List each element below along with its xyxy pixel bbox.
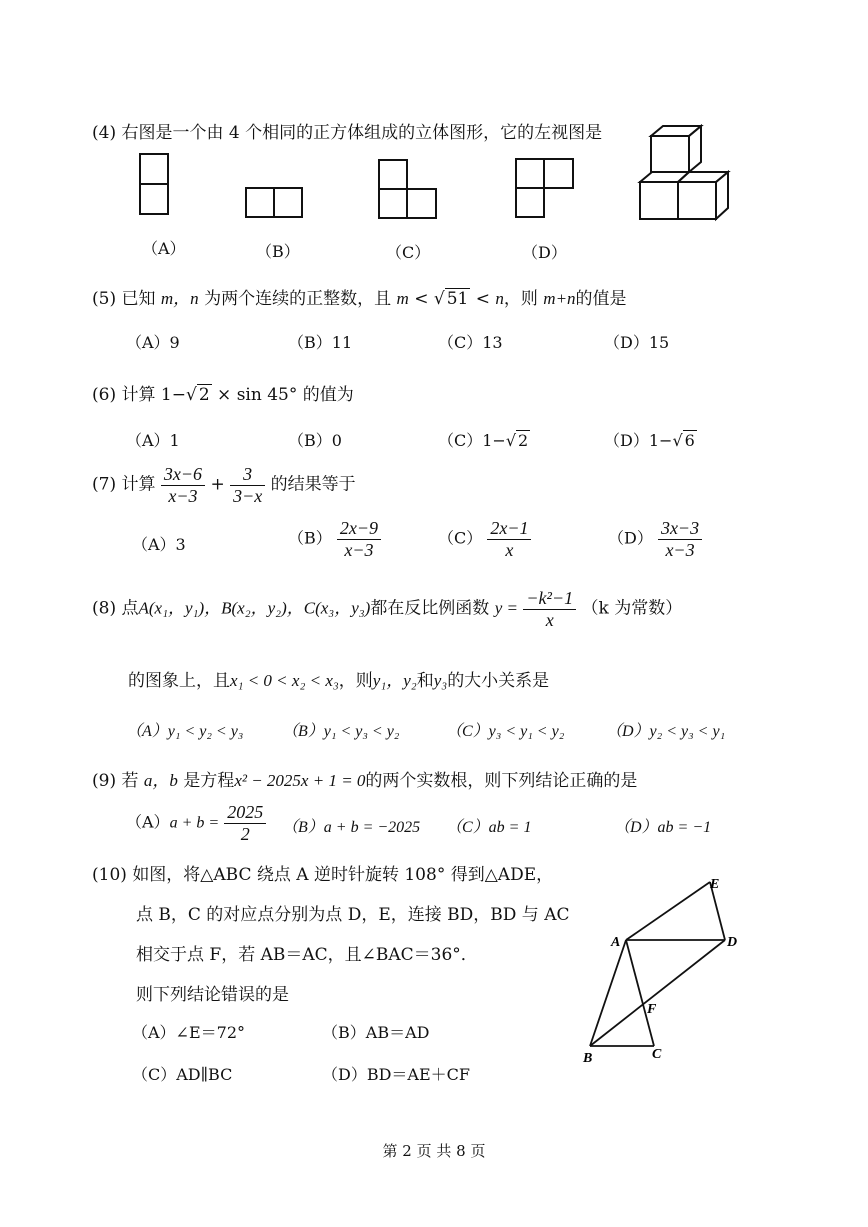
q6-option-c-sqrt: √ 2 (505, 431, 529, 450)
q9-text-b: 是方程 (183, 771, 235, 791)
q8-line2-a: 的图象上，且 (128, 671, 230, 691)
q8-option-a[interactable]: （A）y₁ < y₂ < y₃ (126, 723, 244, 740)
q10-segment-ab (590, 940, 626, 1046)
q10-line1-text: 如图，将△ABC 绕点 A 逆时针旋转 108° 得到△ADE， (132, 865, 554, 885)
q7-option-d-label: （D） (608, 528, 653, 548)
q10-label-a: A (611, 935, 621, 950)
q6-radicand: 2 (198, 385, 210, 405)
q6-option-d-label: （D） (604, 431, 649, 450)
q4-option-b[interactable]: （B） (256, 242, 300, 261)
q10-label-f: F (647, 1002, 657, 1017)
q7-fraction-2 (230, 464, 265, 506)
q8-y12: y₁，y₂ (372, 671, 417, 690)
q7-option-c-fraction (487, 518, 531, 560)
q10-label-e: E (710, 877, 720, 892)
q4-option-figures (120, 148, 600, 224)
q5-text-c: ，则 (503, 289, 538, 309)
page-footer: 第 2 页 共 8 页 (382, 1142, 486, 1160)
q7-option-b[interactable] (288, 518, 381, 560)
q5-number: (5) (92, 289, 117, 309)
q8-option-b[interactable]: （B）y₁ < y₃ < y₂ (282, 723, 400, 740)
q7-text-b: 的结果等于 (270, 474, 356, 495)
q7-plus: + (210, 474, 225, 495)
q10-line-3: 相交于点 F，若 AB＝AC，且∠BAC＝36°． (136, 945, 478, 965)
q8-y3: y₃ (433, 671, 448, 690)
q6-expr-a: 1− (160, 385, 186, 405)
q6-option-c-pre: 1− (482, 431, 506, 450)
q7-option-c-num: 2x−1 (487, 518, 531, 540)
q10-option-b[interactable]: （B）AB＝AD (322, 1023, 430, 1042)
q8-y-eq: y = (494, 598, 518, 618)
q6-option-c[interactable] (438, 428, 530, 451)
q9-ab: a，b (143, 771, 178, 790)
q7-option-d-den: x−3 (665, 539, 695, 560)
q7-fraction-2-den: 3−x (233, 485, 263, 506)
q10-label-d: D (727, 935, 738, 950)
q7-option-b-den: x−3 (344, 539, 374, 560)
q7-option-a[interactable]: （A）3 (132, 535, 186, 554)
q5-text-d: 的值是 (575, 289, 627, 309)
q6-sqrt: √ 2 (185, 385, 210, 405)
q6-expr-b: × sin 45° (217, 385, 298, 405)
q7-fraction-2-num: 3 (230, 464, 265, 486)
q7-fraction-1-den: x−3 (168, 485, 198, 506)
q8-stem (92, 588, 682, 630)
q10-option-a[interactable]: （A）∠E＝72° (132, 1023, 246, 1042)
q8-text-a: 点 (121, 598, 139, 619)
q7-option-d[interactable] (608, 518, 702, 560)
q10-segment-ac (626, 940, 654, 1046)
q9-option-a-num: 2025 (224, 802, 266, 824)
q7-fraction-1-num: 3x−6 (161, 464, 205, 486)
q6-stem (92, 380, 354, 405)
q8-fraction-den: x (545, 609, 554, 630)
q10-line-1 (92, 860, 553, 885)
q4-option-a[interactable]: （A） (142, 239, 186, 258)
q8-line2-c: 和 (416, 671, 434, 691)
q10-option-c[interactable]: （C）AD∥BC (132, 1065, 233, 1084)
q6-option-d-sqrt: √ 6 (672, 431, 695, 450)
q6-option-c-label: （C） (438, 431, 483, 450)
q8-option-c[interactable]: （C）y₃ < y₁ < y₂ (446, 723, 565, 740)
q5-n: n (495, 289, 504, 308)
q4-text: 右图是一个由 4 个相同的正方体组成的立体图形，它的左视图是 (121, 123, 603, 143)
q9-equation: x² − 2025x + 1 = 0 (234, 771, 366, 790)
q4-option-c[interactable]: （C） (386, 243, 431, 262)
q5-text-a: 已知 (121, 289, 156, 309)
q7-fraction-1 (161, 464, 205, 506)
q10-segment-bd (590, 940, 725, 1046)
q10-option-d[interactable]: （D）BD＝AE＋CF (322, 1065, 470, 1084)
q5-text-b: 为两个连续的正整数，且 (204, 289, 392, 309)
q8-fraction (523, 588, 576, 630)
q4-option-d[interactable]: （D） (522, 243, 567, 262)
q10-label-c: C (652, 1047, 662, 1062)
q8-text-c: （k 为常数） (581, 598, 683, 619)
q6-number: (6) (92, 385, 117, 405)
q7-number: (7) (92, 474, 117, 495)
q6-option-d-radicand: 6 (684, 431, 695, 450)
q6-option-b[interactable]: （B）0 (288, 431, 342, 450)
q4-stem (92, 118, 602, 143)
q6-option-a[interactable]: （A）1 (126, 431, 180, 450)
q7-option-d-fraction (658, 518, 702, 560)
q8-fraction-num: −k²−1 (523, 588, 576, 610)
q8-option-d[interactable]: （D）y₂ < y₃ < y₁ (606, 723, 726, 740)
q8-line-2 (128, 666, 549, 691)
q7-option-c-label: （C） (438, 528, 483, 548)
q7-option-b-num: 2x−9 (337, 518, 381, 540)
q8-line2-d: 的大小关系是 (447, 671, 550, 691)
q4-solid-figure (632, 124, 742, 224)
q10-segment-ae (626, 882, 710, 940)
q7-option-b-label: （B） (288, 528, 332, 548)
q6-text-a: 计算 (121, 385, 156, 405)
q9-option-a-fraction (224, 802, 266, 844)
q9-text-c: 的两个实数根，则下列结论正确的是 (365, 771, 638, 791)
q6-option-d[interactable] (604, 428, 697, 451)
q8-points: A(x₁，y₁)，B(x₂，y₂)，C(x₃，y₃) (138, 598, 371, 618)
q5-radicand: 51 (446, 289, 469, 309)
q5-m: m (396, 289, 409, 308)
q5-option-b[interactable]: （B）11 (288, 333, 353, 352)
q6-text-b: 的值为 (302, 385, 354, 405)
q7-option-b-fraction (337, 518, 381, 560)
q5-option-c[interactable]: （C）13 (438, 333, 503, 352)
q6-option-c-radicand: 2 (518, 431, 529, 450)
q5-sqrt: √ 51 (433, 289, 469, 309)
q4-option-a-figure (140, 154, 168, 214)
q10-line-2: 点 B，C 的对应点分别为点 D，E，连接 BD，BD 与 AC (136, 905, 570, 925)
q4-option-c-figure (379, 160, 436, 218)
q10-number: (10) (92, 865, 127, 885)
q7-text-a: 计算 (121, 474, 156, 495)
q4-option-b-figure (246, 188, 302, 217)
q9-option-c[interactable]: （C）ab = 1 (446, 819, 532, 836)
q9-option-a[interactable] (126, 802, 266, 844)
q4-option-d-figure (516, 159, 573, 217)
q9-stem (92, 766, 637, 791)
q9-option-d[interactable]: （D）ab = −1 (614, 819, 712, 836)
q7-stem (92, 464, 356, 506)
q10-triangle-figure (570, 868, 770, 1068)
q9-number: (9) (92, 771, 117, 791)
q8-condition: x₁ < 0 < x₂ < x₃ (230, 671, 339, 690)
q9-option-a-expr: a + b = (169, 814, 220, 832)
q5-stem (92, 284, 627, 309)
q5-m-plus-n: m+n (543, 289, 576, 308)
q5-lt-2: < (475, 289, 490, 309)
q6-option-d-pre: 1− (648, 431, 673, 450)
q5-vars: m，n (160, 289, 199, 308)
q9-option-b[interactable]: （B）a + b = −2025 (282, 819, 421, 836)
q10-label-b: B (583, 1051, 593, 1066)
q7-option-c-den: x (505, 539, 514, 560)
q9-text-a: 若 (121, 771, 139, 791)
q7-option-c[interactable] (438, 518, 531, 560)
q8-text-b: 都在反比例函数 (370, 598, 490, 619)
q9-option-a-den: 2 (240, 823, 250, 844)
q5-lt-1: < (414, 289, 429, 309)
q8-number: (8) (92, 598, 117, 619)
q8-line2-b: ，则 (338, 671, 373, 691)
q4-number: (4) (92, 123, 117, 143)
q7-option-d-num: 3x−3 (658, 518, 702, 540)
q10-line-4: 则下列结论错误的是 (136, 985, 289, 1005)
q9-option-a-label: （A） (126, 812, 170, 832)
q5-option-a[interactable]: （A）9 (126, 333, 180, 352)
q5-option-d[interactable]: （D）15 (604, 333, 670, 352)
